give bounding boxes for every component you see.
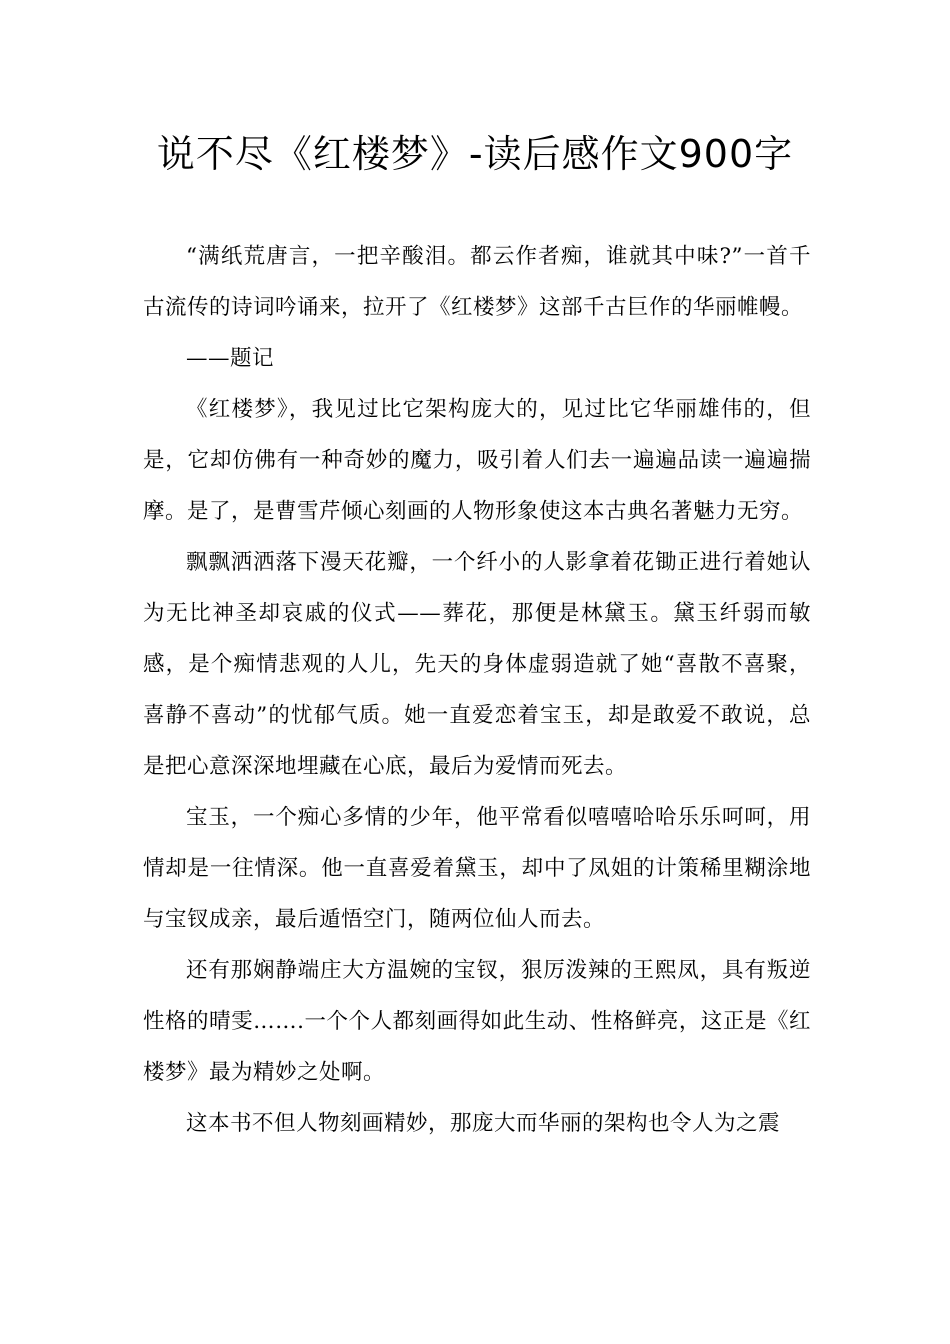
paragraph-epigraph: “满纸荒唐言，一把辛酸泪。都云作者痴，谁就其中味?”一首千古流传的诗词吟诵来，拉开了《红楼梦》这部千古巨作的华丽帷幔。 [143, 244, 811, 320]
paragraph-structure: 这本书不但人物刻画精妙，那庞大而华丽的架构也令人为之震 [186, 1111, 781, 1136]
paragraph-baoyu: 宝玉，一个痴心多情的少年，他平常看似嘻嘻哈哈乐乐呵呵，用情却是一往情深。他一直喜爱着黛玉，却中了凤姐的计策稀里糊涂地与宝钗成亲，最后遁悟空门，随两位仙人而去。 [143, 805, 811, 932]
document-title: 说不尽《红楼梦》-读后感作文900字 [156, 132, 794, 176]
paragraph-intro: 《红楼梦》，我见过比它架构庞大的，见过比它华丽雄伟的，但是，它却仿佛有一种奇妙的魔力，吸引着人们去一遍遍品读一遍遍揣摩。是了，是曹雪芹倾心刻画的人物形象使这本古典名著魅力无穷。 [143, 397, 811, 524]
paragraph-inscription: ——题记 [186, 346, 275, 371]
paragraph-others: 还有那娴静端庄大方温婉的宝钗，狠厉泼辣的王熙凤，具有叛逆性格的晴雯…….一个个人都刻画得如此生动、性格鲜亮，这正是《红楼梦》最为精妙之处啊。 [143, 958, 811, 1085]
document-body [143, 231, 811, 1149]
paragraph-daiyu: 飘飘洒洒落下漫天花瓣，一个纤小的人影拿着花锄正进行着她认为无比神圣却哀戚的仪式——葬花，那便是林黛玉。黛玉纤弱而敏感，是个痴情悲观的人儿，先天的身体虚弱造就了她“喜散不喜聚，喜静不喜动”的忧郁气质。她一直爱恋着宝玉，却是敢爱不敢说，总是把心意深深地埋藏在心底，最后为爱情而死去。 [143, 550, 811, 779]
